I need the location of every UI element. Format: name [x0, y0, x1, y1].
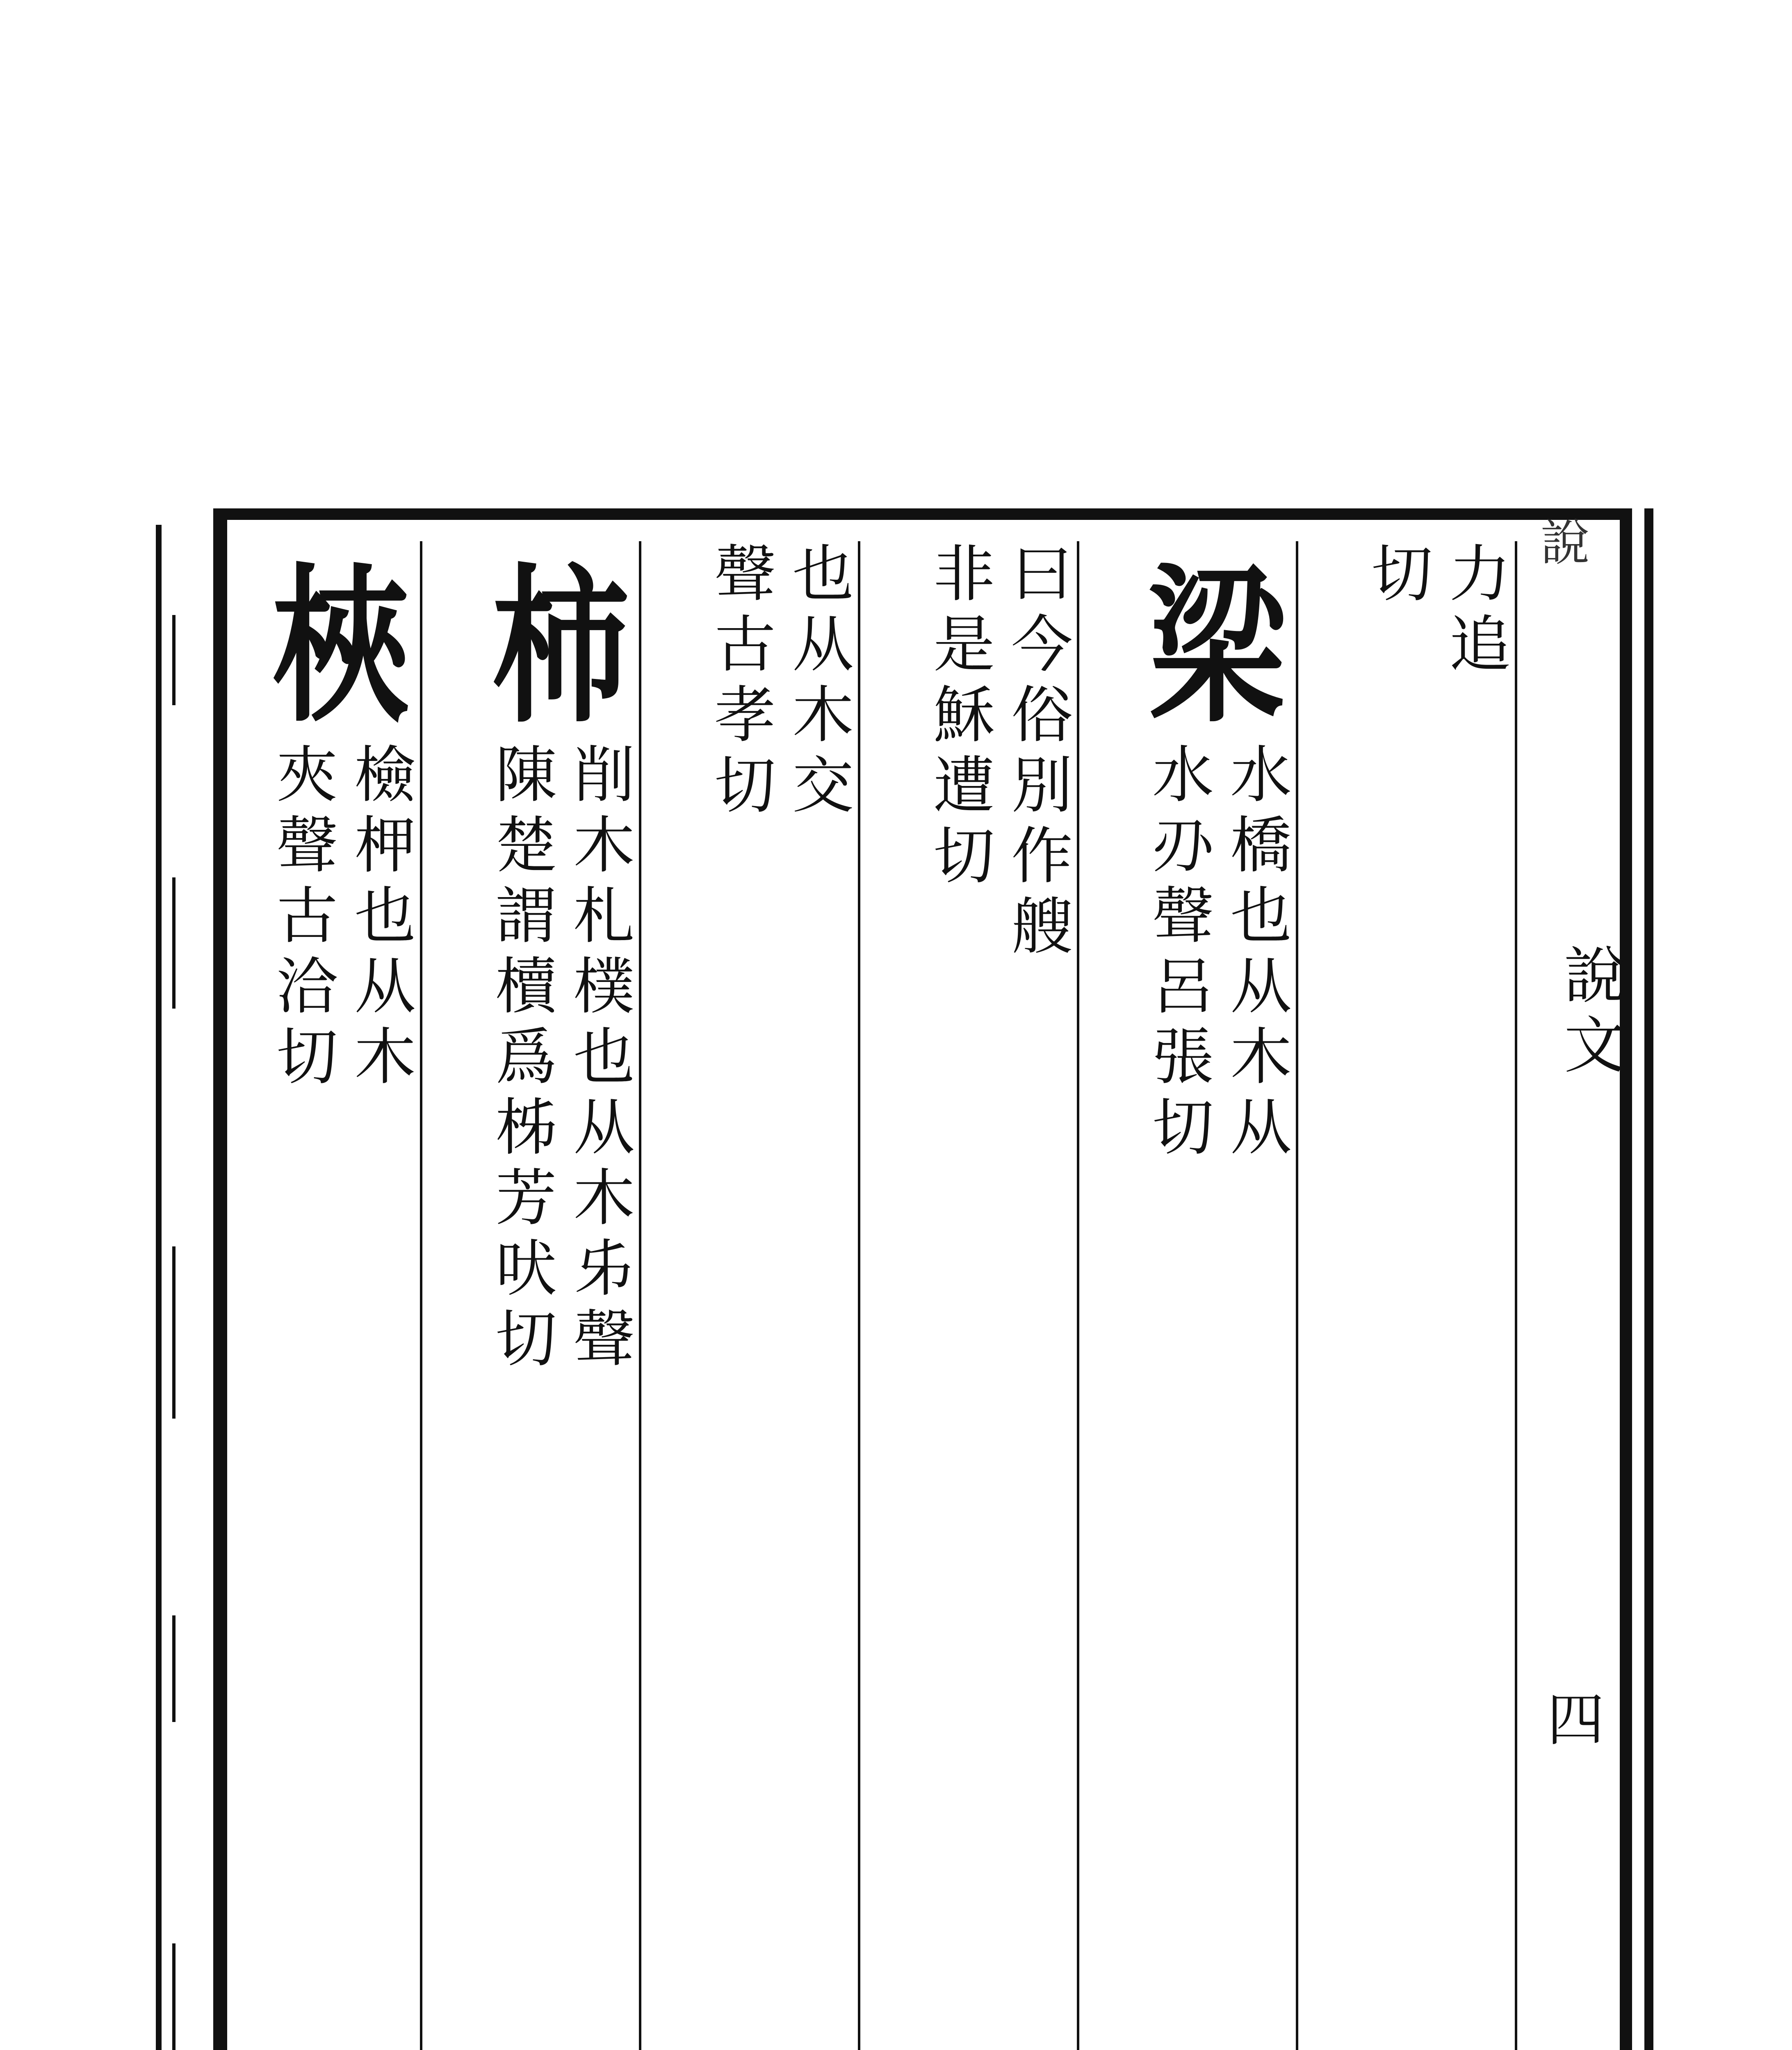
column-rule	[1296, 541, 1298, 2050]
column-rule	[1077, 541, 1079, 2050]
text-column-4	[680, 541, 856, 2050]
column-rule	[639, 541, 641, 2050]
gloss-text: 曰今俗別作艘	[1001, 541, 1072, 964]
text-column-3	[899, 541, 1075, 2050]
text-column-6	[242, 541, 418, 2050]
spine-bleed-marks	[148, 508, 209, 2050]
gloss-text: 非是穌遭切	[923, 541, 994, 894]
text-column-2	[1118, 541, 1294, 2050]
column-rule	[420, 541, 422, 2050]
text-column-5	[461, 541, 637, 2050]
gloss-text: 水刅聲呂張切	[1142, 742, 1213, 1165]
gloss-text: 夾聲古洽切	[266, 742, 337, 1095]
margin-head-text: 說	[1532, 517, 1589, 566]
gloss-text: 也从木交	[782, 541, 853, 823]
margin-title-text: 說文	[1553, 943, 1625, 1082]
gloss-text: 檢柙也从木	[344, 742, 415, 1095]
gloss-text: 力追	[1439, 541, 1510, 682]
gloss-text: 切	[1361, 541, 1432, 612]
gloss-text: 水橋也从木从	[1220, 742, 1291, 1165]
seal-character: 梁	[1125, 558, 1287, 726]
column-rule	[858, 541, 860, 2050]
text-column-1	[1337, 541, 1513, 2050]
gloss-text: 陳楚謂櫝爲柹芳吠切	[485, 742, 556, 1377]
column-rule	[1515, 541, 1517, 2050]
fore-edge-strip	[1636, 508, 1661, 2050]
seal-character: 柿	[468, 558, 630, 726]
gloss-text: 聲古孝切	[704, 541, 775, 823]
gloss-text: 削木札樸也从木𠂔聲	[563, 742, 634, 1377]
seal-character: 梜	[249, 558, 411, 726]
text-body	[242, 541, 1513, 2050]
margin-sub-text: 四	[1537, 1689, 1604, 1747]
